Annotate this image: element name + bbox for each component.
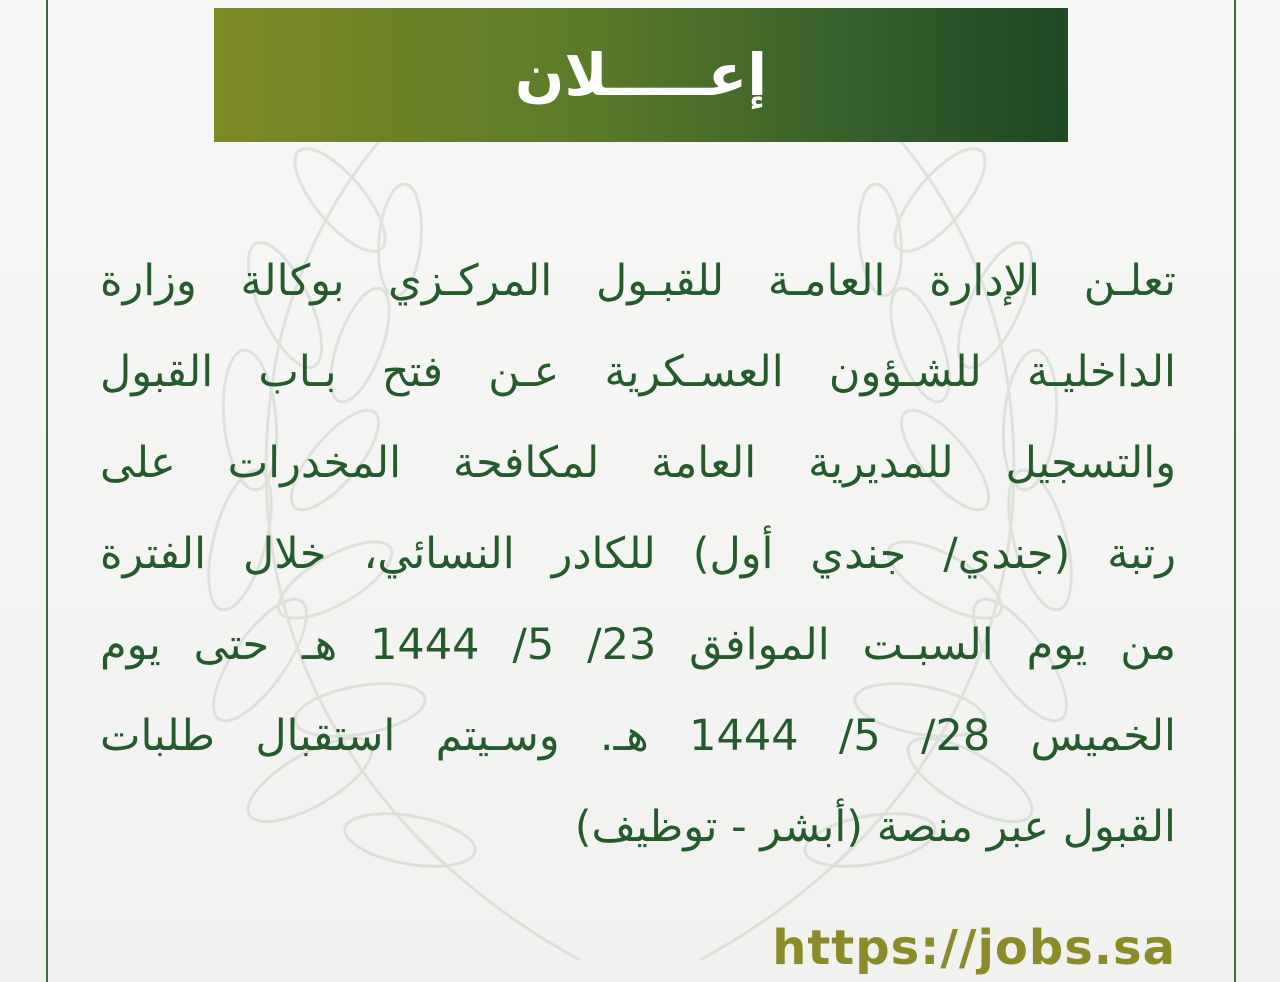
jobs-link[interactable]: https://jobs.sa [772,920,1176,976]
announcement-line: من يوم السبـت الموافق 23/ 5/ 1444 هـ حتى يوم [100,620,1177,670]
announcement-body [100,236,1176,873]
banner-title: إعـــــلان [514,41,768,109]
announcement-line: الداخليـة للشـؤون العسـكرية عـن فتح بـاب القبول [100,347,1176,397]
announcement-line: الخميس 28/ 5/ 1444 هـ. وسـيتم استقبال طلبات [100,711,1177,761]
announcement-line: والتسجيل للمديرية العامة لمكافحة المخدرات على [100,438,1176,488]
announcement-line: رتبة (جندي/ جندي أول) للكادر النسائي، خلال الفترة [100,529,1176,579]
announcement-line: تعلـن الإدارة العامـة للقبـول المركـزي بوكالة وزارة [100,256,1176,306]
announcement-line: القبول عبر منصة (أبشر - توظيف) [574,802,1176,852]
title-banner [214,8,1068,142]
